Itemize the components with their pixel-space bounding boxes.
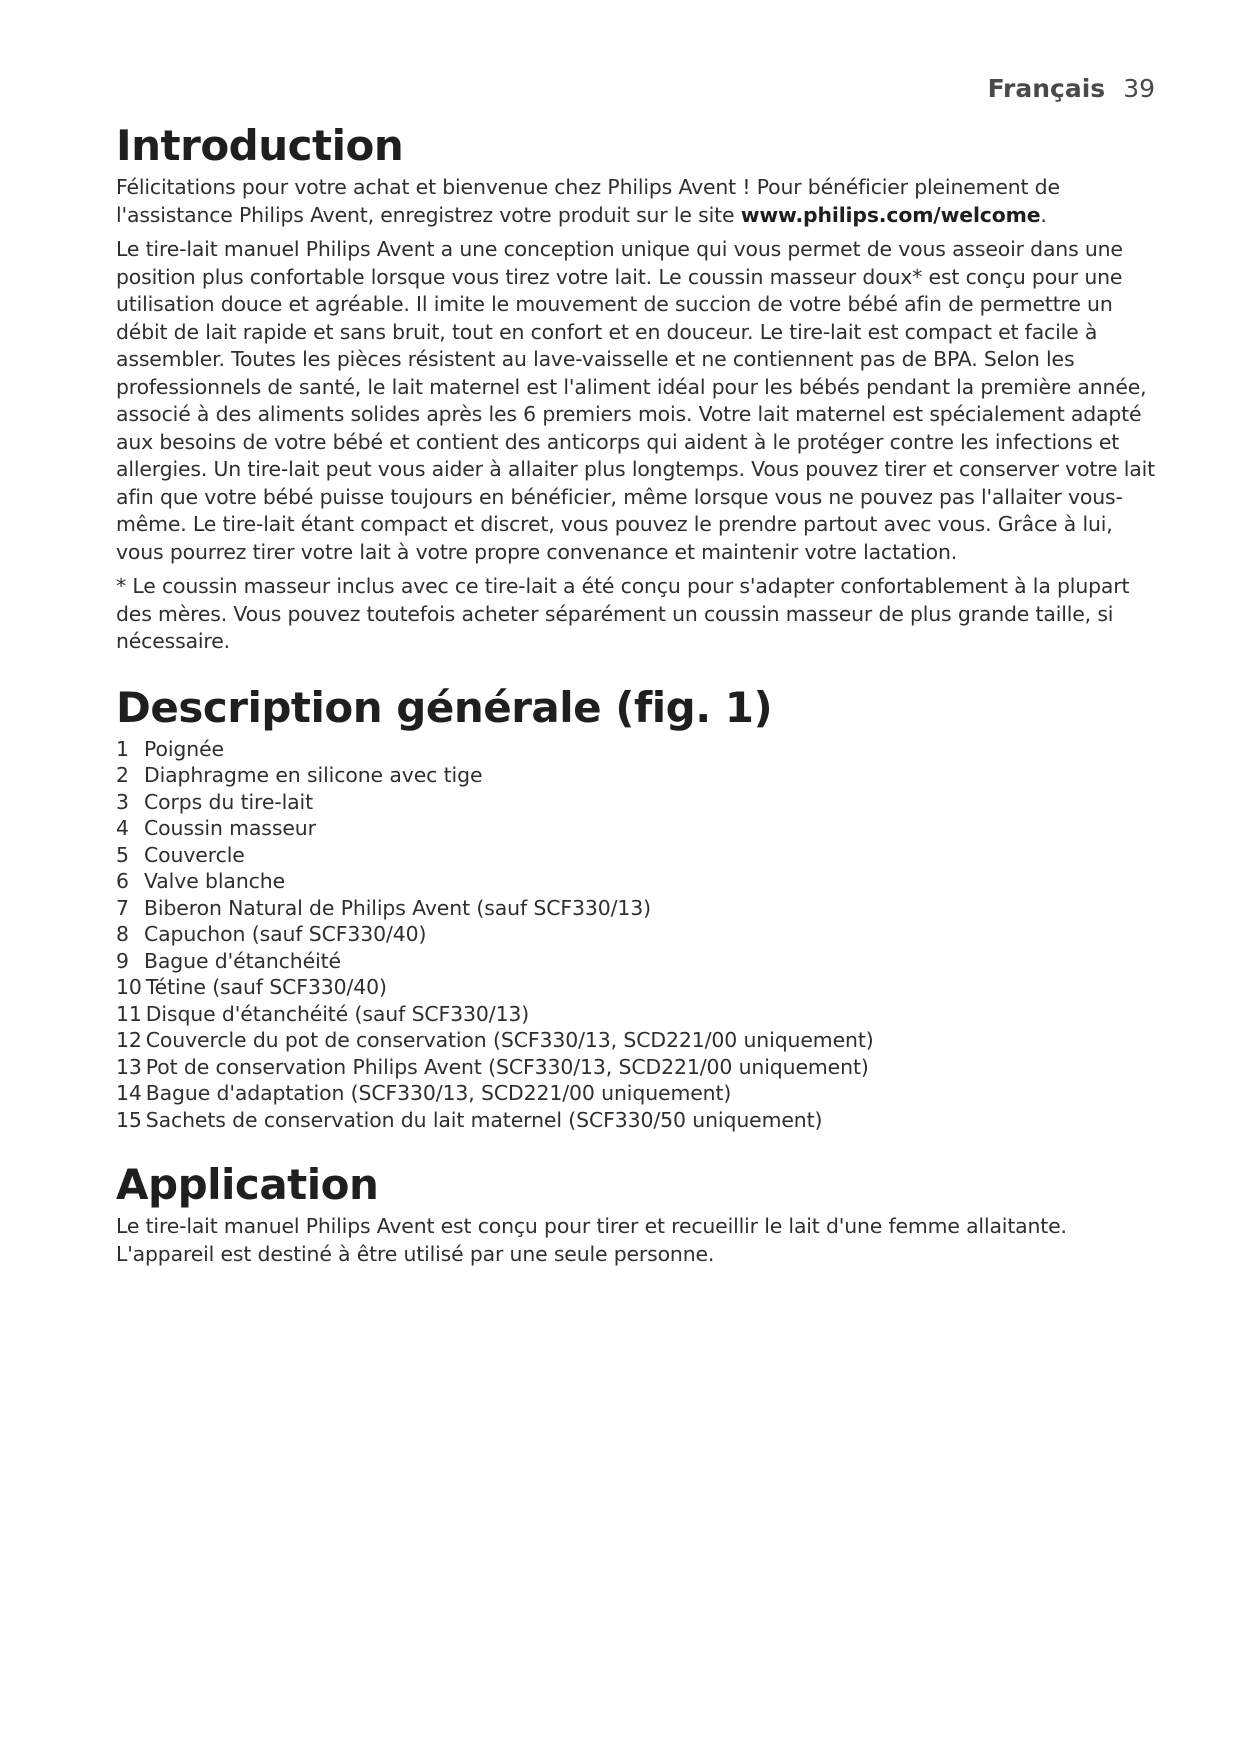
introduction-paragraph-1: [116, 174, 1161, 229]
list-item: [116, 815, 1161, 842]
list-item-text: Couvercle: [144, 842, 245, 867]
introduction-section: [116, 118, 1161, 656]
list-item: [116, 895, 1161, 922]
list-item-number: 1: [116, 736, 129, 761]
list-item-number: 10: [116, 975, 142, 999]
introduction-paragraph-1-end: .: [1040, 202, 1047, 227]
list-item-number: 11: [116, 1001, 142, 1026]
list-item-text: Biberon Natural de Philips Avent (sauf SCF330/13): [144, 895, 652, 920]
list-item-text: Bague d'adaptation (SCF330/13, SCD221/00 uniquement): [145, 1081, 732, 1105]
list-item-number: 6: [116, 869, 129, 893]
list-item: [116, 736, 1161, 763]
introduction-footnote: * Le coussin masseur inclus avec ce tire-lait a été conçu pour s'adapter confortablement à la plupart des mères. Vous pouvez toutefois acheter séparément un coussin masseur de plus grande taille, si nécessaire.: [116, 574, 1130, 653]
application-paragraph: Le tire-lait manuel Philips Avent est conçu pour tirer et recueillir le lait d'une femme allaitante. L'appareil est destiné à être utilisé par une seule personne.: [116, 1214, 1067, 1266]
list-item: [116, 842, 1161, 869]
list-item-number: 4: [116, 816, 129, 840]
list-item: [116, 921, 1161, 948]
list-item-text: Corps du tire-lait: [144, 789, 314, 814]
list-item-number: 14: [116, 1081, 142, 1105]
introduction-paragraph-1-text: Félicitations pour votre achat et bienvenue chez Philips Avent ! Pour bénéficier pleinement de l'assistance Philips Avent, enregistrez votre produit sur le site: [116, 175, 1060, 227]
application-section: [116, 1157, 1161, 1268]
page-number: 39: [1123, 74, 1155, 103]
list-item: [116, 948, 1161, 975]
list-item: [116, 1054, 1161, 1081]
list-item: [116, 974, 1161, 1001]
description-section: [116, 680, 1161, 1134]
list-item-text: Capuchon (sauf SCF330/40): [144, 922, 427, 946]
welcome-link[interactable]: www.philips.com/welcome: [740, 202, 1041, 227]
page-header: [988, 74, 1155, 103]
list-item: [116, 1080, 1161, 1107]
introduction-paragraph-2: Le tire-lait manuel Philips Avent a une conception unique qui vous permet de vous asseoir dans une position plus confortable lorsque vous tirez votre lait. Le coussin masseur doux* est conçu pour une utilisation douce et agréable. Il imite le mouvement de succion de votre bébé afin de permettre un débit de lait rapide et sans bruit, tout en confort et en douceur. Le tire-lait est compact et facile à assembler. Toutes les pièces résistent au lave-vaisselle et ne contiennent pas de BPA. Selon les professionnels de santé, le lait maternel est l'aliment idéal pour les bébés pendant la première année, associé à des aliments solides après les 6 premiers mois. Votre lait maternel est spécialement adapté aux besoins de votre bébé et contient des anticorps qui aident à le protéger contre les infections et allergies. Un tire-lait peut vous aider à allaiter plus longtemps. Vous pouvez tirer et conserver votre lait afin que votre bébé puisse toujours en bénéficier, même lorsque vous ne pouvez pas l'allaiter vous-même. Le tire-lait étant compact et discret, vous pouvez le prendre partout avec vous. Grâce à lui, vous pourrez tirer votre lait à votre propre convenance et maintenir votre lactation.: [116, 237, 1155, 564]
parts-list: [116, 736, 1161, 1134]
list-item-text: Bague d'étanchéité: [144, 948, 341, 973]
list-item-number: 9: [116, 948, 129, 973]
list-item-text: Sachets de conservation du lait maternel (SCF330/50 uniquement): [145, 1107, 823, 1132]
application-heading: Application: [116, 1160, 379, 1209]
description-heading: Description générale (fig. 1): [116, 682, 773, 732]
list-item-text: Tétine (sauf SCF330/40): [145, 975, 387, 999]
list-item-text: Diaphragme en silicone avec tige: [144, 763, 483, 787]
list-item: [116, 1027, 1161, 1054]
list-item: [116, 1107, 1161, 1134]
list-item-text: Valve blanche: [144, 869, 286, 893]
list-item-text: Pot de conservation Philips Avent (SCF330/13, SCD221/00 uniquement): [145, 1054, 869, 1079]
language-label: Français: [987, 74, 1106, 103]
list-item-number: 8: [116, 922, 129, 946]
introduction-heading: Introduction: [116, 121, 404, 170]
list-item: [116, 762, 1161, 789]
list-item-number: 2: [116, 763, 129, 787]
list-item-number: 7: [116, 895, 129, 920]
list-item-number: 15: [116, 1107, 142, 1132]
list-item-text: Coussin masseur: [144, 816, 316, 840]
list-item: [116, 1001, 1161, 1028]
list-item-number: 3: [116, 789, 129, 814]
list-item: [116, 789, 1161, 816]
list-item-text: Poignée: [144, 736, 224, 761]
list-item-number: 12: [116, 1028, 142, 1052]
list-item-number: 5: [116, 842, 129, 867]
page-content: [116, 118, 1161, 1268]
list-item: [116, 868, 1161, 895]
list-item-text: Disque d'étanchéité (sauf SCF330/13): [145, 1001, 530, 1026]
list-item-number: 13: [116, 1054, 142, 1079]
list-item-text: Couvercle du pot de conservation (SCF330/13, SCD221/00 uniquement): [145, 1028, 874, 1052]
